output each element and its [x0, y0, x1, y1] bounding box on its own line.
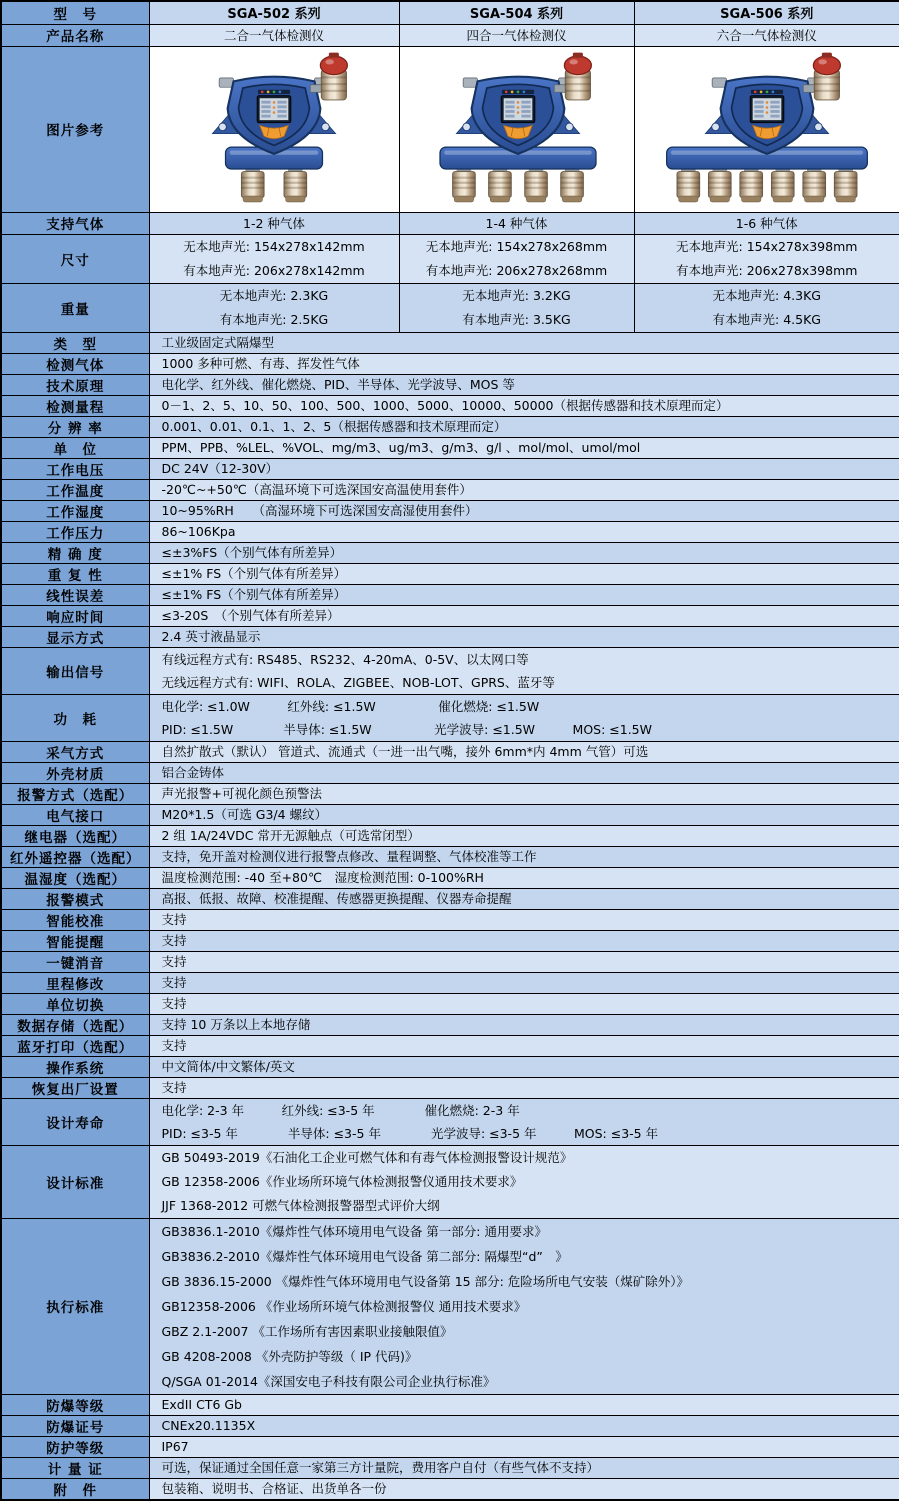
- spec-row-label: 操作系统: [1, 1056, 149, 1077]
- spec-value-line: M20*1.5（可选 G3/4 螺纹）: [162, 805, 899, 825]
- spec-row-value: [149, 374, 899, 395]
- gas-detector-illustration-2-sensors: [156, 119, 392, 138]
- weight-line: 有本地声光: 3.5KG: [402, 308, 632, 332]
- spec-row: [1, 374, 899, 395]
- image-row: [1, 46, 899, 212]
- spec-row: [1, 437, 899, 458]
- spec-row: [1, 416, 899, 437]
- weight-line: 无本地声光: 2.3KG: [152, 284, 397, 308]
- spec-value-line: 电化学、红外线、催化燃烧、PID、半导体、光学波导、MOS 等: [162, 375, 899, 395]
- spec-value-line: -20℃~+50℃（高温环境下可选深国安高温使用套件）: [162, 480, 899, 500]
- spec-row: [1, 1145, 899, 1218]
- spec-value-line: 支持，免开盖对检测仪进行报警点修改、量程调整、气体校准等工作: [162, 847, 899, 867]
- spec-row-label: 防护等级: [1, 1436, 149, 1457]
- spec-row-label: 类 型: [1, 332, 149, 353]
- spec-value-line: 电化学: ≤1.0W 红外线: ≤1.5W 催化燃烧: ≤1.5W: [162, 695, 899, 718]
- spec-row: [1, 605, 899, 626]
- model-sga-506: SGA-506 系列: [634, 1, 899, 24]
- spec-row-label: 附 件: [1, 1478, 149, 1500]
- spec-value-line: PID: ≤3-5 年 半导体: ≤3-5 年 光学波导: ≤3-5 年 MOS: ≤3-5 年: [162, 1122, 899, 1145]
- spec-row-value: [149, 972, 899, 993]
- spec-row: [1, 521, 899, 542]
- spec-value-line: GB3836.1-2010《爆炸性气体环境用电气设备 第一部分: 通用要求》: [162, 1219, 899, 1244]
- spec-row: [1, 1077, 899, 1098]
- spec-row-value: [149, 951, 899, 972]
- spec-row-label: 精 确 度: [1, 542, 149, 563]
- spec-row: [1, 783, 899, 804]
- spec-value-line: 支持: [162, 1036, 899, 1056]
- spec-row-value: [149, 1035, 899, 1056]
- spec-value-line: 铝合金铸体: [162, 763, 899, 783]
- model-sga-504: SGA-504 系列: [399, 1, 634, 24]
- spec-row-value: [149, 1145, 899, 1218]
- spec-value-line: Q/SGA 01-2014《深国安电子科技有限公司企业执行标准》: [162, 1369, 899, 1394]
- spec-row: [1, 694, 899, 741]
- size-line: 无本地声光: 154x278x268mm: [402, 235, 632, 259]
- spec-row-label: 防爆等级: [1, 1394, 149, 1415]
- weight-row: [1, 283, 899, 332]
- spec-row-label: 温湿度（选配）: [1, 867, 149, 888]
- spec-row-label: 单位切换: [1, 993, 149, 1014]
- spec-row-label: 线性误差: [1, 584, 149, 605]
- product-name-502: 二合一气体检测仪: [149, 24, 399, 46]
- spec-row: [1, 1457, 899, 1478]
- spec-value-line: GB 4208-2008 《外壳防护等级（ IP 代码)》: [162, 1344, 899, 1369]
- spec-row-label: 工作压力: [1, 521, 149, 542]
- spec-row-label: 报警模式: [1, 888, 149, 909]
- weight-502: [149, 283, 399, 332]
- spec-value-line: 支持: [162, 910, 899, 930]
- spec-row-value: [149, 930, 899, 951]
- spec-row-label: 里程修改: [1, 972, 149, 993]
- spec-value-line: 包装箱、说明书、合格证、出货单各一份: [162, 1479, 899, 1499]
- spec-row-value: [149, 1056, 899, 1077]
- spec-row-label: 数据存储（选配）: [1, 1014, 149, 1035]
- spec-row: [1, 993, 899, 1014]
- spec-row-value: [149, 332, 899, 353]
- spec-row: [1, 1478, 899, 1500]
- spec-row-label: 工作电压: [1, 458, 149, 479]
- spec-row: [1, 741, 899, 762]
- spec-row-value: [149, 647, 899, 694]
- spec-row-value: [149, 1014, 899, 1035]
- spec-row-label: 设计标准: [1, 1145, 149, 1218]
- spec-value-line: 自然扩散式（默认） 管道式、流通式（一进一出气嘴，接外 6mm*内 4mm 气管）可选: [162, 742, 899, 762]
- spec-row: [1, 353, 899, 374]
- spec-row: [1, 584, 899, 605]
- weight-line: 无本地声光: 3.2KG: [402, 284, 632, 308]
- spec-row-value: [149, 783, 899, 804]
- spec-value-line: GBZ 2.1-2007 《工作场所有害因素职业接触限值》: [162, 1319, 899, 1344]
- spec-row-value: [149, 804, 899, 825]
- spec-row-value: [149, 694, 899, 741]
- size-502: [149, 234, 399, 283]
- spec-row: [1, 500, 899, 521]
- spec-row-label: 显示方式: [1, 626, 149, 647]
- spec-row: [1, 846, 899, 867]
- gases-504: 1-4 种气体: [399, 212, 634, 234]
- supported-gases-row: [1, 212, 899, 234]
- spec-row-label: 分 辨 率: [1, 416, 149, 437]
- spec-row: [1, 332, 899, 353]
- spec-row-label: 工作湿度: [1, 500, 149, 521]
- size-line: 无本地声光: 154x278x398mm: [637, 235, 898, 259]
- spec-row: [1, 395, 899, 416]
- spec-row-value: [149, 479, 899, 500]
- spec-value-line: 86~106Kpa: [162, 522, 899, 542]
- spec-value-line: 支持: [162, 994, 899, 1014]
- spec-row-label: 输出信号: [1, 647, 149, 694]
- product-image-sga-504: [399, 46, 634, 212]
- product-image-sga-506: [634, 46, 899, 212]
- model-row: [1, 1, 899, 24]
- gases-506: 1-6 种气体: [634, 212, 899, 234]
- size-line: 有本地声光: 206x278x268mm: [402, 259, 632, 283]
- spec-value-line: ≤±1% FS（个别气体有所差异）: [162, 585, 899, 605]
- size-line: 无本地声光: 154x278x142mm: [152, 235, 397, 259]
- spec-row: [1, 458, 899, 479]
- spec-row-value: [149, 762, 899, 783]
- spec-row-label: 计 量 证: [1, 1457, 149, 1478]
- spec-value-line: 支持: [162, 973, 899, 993]
- spec-row: [1, 1056, 899, 1077]
- spec-row-label: 防爆证号: [1, 1415, 149, 1436]
- spec-value-line: GB 50493-2019《石油化工企业可燃气体和有毒气体检测报警设计规范》: [162, 1146, 899, 1170]
- spec-row: [1, 1014, 899, 1035]
- spec-row-value: [149, 584, 899, 605]
- spec-row: [1, 1415, 899, 1436]
- spec-row-label: 继电器（选配）: [1, 825, 149, 846]
- spec-value-line: 有线远程方式有: RS485、RS232、4-20mA、0-5V、以太网口等: [162, 648, 899, 671]
- spec-value-line: 高报、低报、故障、校准提醒、传感器更换提醒、仪器寿命提醒: [162, 889, 899, 909]
- spec-value-line: 2 组 1A/24VDC 常开无源触点（可选常闭型）: [162, 826, 899, 846]
- spec-row-value: [149, 1077, 899, 1098]
- spec-row-label: 蓝牙打印（选配）: [1, 1035, 149, 1056]
- spec-row-label: 技术原理: [1, 374, 149, 395]
- spec-value-line: 电化学: 2-3 年 红外线: ≤3-5 年 催化燃烧: 2-3 年: [162, 1099, 899, 1122]
- spec-row-value: [149, 626, 899, 647]
- spec-row-label: 执行标准: [1, 1218, 149, 1394]
- spec-row: [1, 804, 899, 825]
- spec-row: [1, 909, 899, 930]
- size-label: 尺寸: [1, 234, 149, 283]
- spec-value-line: GB 12358-2006《作业场所环境气体检测报警仪通用技术要求》: [162, 1170, 899, 1194]
- supported-gases-label: 支持气体: [1, 212, 149, 234]
- weight-line: 无本地声光: 4.3KG: [637, 284, 898, 308]
- spec-row: [1, 972, 899, 993]
- spec-row-label: 重 复 性: [1, 563, 149, 584]
- spec-row: [1, 647, 899, 694]
- spec-row: [1, 1394, 899, 1415]
- spec-row-label: 采气方式: [1, 741, 149, 762]
- spec-row-value: [149, 605, 899, 626]
- model-sga-502: SGA-502 系列: [149, 1, 399, 24]
- spec-row-label: 红外遥控器（选配）: [1, 846, 149, 867]
- spec-row: [1, 930, 899, 951]
- spec-row-label: 检测气体: [1, 353, 149, 374]
- spec-row-value: [149, 500, 899, 521]
- product-name-label: 产品名称: [1, 24, 149, 46]
- spec-value-line: CNEx20.1135X: [162, 1416, 899, 1436]
- spec-row-value: [149, 353, 899, 374]
- spec-row-value: [149, 1415, 899, 1436]
- product-name-row: [1, 24, 899, 46]
- spec-row-value: [149, 563, 899, 584]
- spec-value-line: GB 3836.15-2000 《爆炸性气体环境用电气设备第 15 部分: 危险场所电气安装（煤矿除外）》: [162, 1269, 899, 1294]
- model-label: 型 号: [1, 1, 149, 24]
- spec-value-line: 工业级固定式隔爆型: [162, 333, 899, 353]
- spec-value-line: ≤3-20S （个别气体有所差异）: [162, 606, 899, 626]
- spec-value-line: ≤±3%FS（个别气体有所差异）: [162, 543, 899, 563]
- spec-row: [1, 563, 899, 584]
- spec-row-value: [149, 458, 899, 479]
- weight-line: 有本地声光: 2.5KG: [152, 308, 397, 332]
- spec-value-line: 0－1、2、5、10、50、100、500、1000、5000、10000、50000（根据传感器和技术原理而定）: [162, 396, 899, 416]
- spec-row: [1, 951, 899, 972]
- gases-502: 1-2 种气体: [149, 212, 399, 234]
- spec-value-line: 声光报警+可视化颜色预警法: [162, 784, 899, 804]
- spec-row-label: 工作温度: [1, 479, 149, 500]
- spec-row: [1, 542, 899, 563]
- spec-row-label: 响应时间: [1, 605, 149, 626]
- spec-row-label: 检测量程: [1, 395, 149, 416]
- spec-row: [1, 1218, 899, 1394]
- size-row: [1, 234, 899, 283]
- spec-value-line: ≤±1% FS（个别气体有所差异）: [162, 564, 899, 584]
- spec-value-line: 10~95%RH （高湿环境下可选深国安高湿使用套件）: [162, 501, 899, 521]
- size-line: 有本地声光: 206x278x142mm: [152, 259, 397, 283]
- spec-row-value: [149, 542, 899, 563]
- weight-label: 重量: [1, 283, 149, 332]
- spec-row: [1, 762, 899, 783]
- spec-value-line: PPM、PPB、%LEL、%VOL、mg/m3、ug/m3、g/m3、g/l 、mol/mol、umol/mol: [162, 438, 899, 458]
- spec-row: [1, 1035, 899, 1056]
- spec-row-value: [149, 909, 899, 930]
- spec-value-line: 中文简体/中文繁体/英文: [162, 1057, 899, 1077]
- weight-504: [399, 283, 634, 332]
- spec-row-value: [149, 993, 899, 1014]
- spec-row: [1, 888, 899, 909]
- spec-value-line: ExdII CT6 Gb: [162, 1395, 899, 1415]
- spec-row-value: [149, 846, 899, 867]
- spec-row-value: [149, 1218, 899, 1394]
- spec-row-label: 外壳材质: [1, 762, 149, 783]
- spec-row: [1, 825, 899, 846]
- spec-row-value: [149, 1457, 899, 1478]
- spec-row: [1, 867, 899, 888]
- spec-row-value: [149, 521, 899, 542]
- product-name-506: 六合一气体检测仪: [634, 24, 899, 46]
- size-506: [634, 234, 899, 283]
- spec-value-line: 0.001、0.01、0.1、1、2、5（根据传感器和技术原理而定）: [162, 417, 899, 437]
- spec-row-label: 设计寿命: [1, 1098, 149, 1145]
- product-image-sga-502: [149, 46, 399, 212]
- gas-detector-illustration-6-sensors: [649, 119, 885, 138]
- spec-row: [1, 626, 899, 647]
- spec-value-line: 温度检测范围: -40 至+80℃ 湿度检测范围: 0-100%RH: [162, 868, 899, 888]
- spec-value-line: 可选，保证通过全国任意一家第三方计量院，费用客户自付（有些气体不支持）: [162, 1458, 899, 1478]
- weight-line: 有本地声光: 4.5KG: [637, 308, 898, 332]
- spec-row-label: 单 位: [1, 437, 149, 458]
- spec-row-value: [149, 741, 899, 762]
- spec-value-line: 支持: [162, 931, 899, 951]
- spec-row-label: 智能提醒: [1, 930, 149, 951]
- spec-value-line: PID: ≤1.5W 半导体: ≤1.5W 光学波导: ≤1.5W MOS: ≤1.5W: [162, 718, 899, 741]
- spec-row-label: 报警方式（选配）: [1, 783, 149, 804]
- spec-row-value: [149, 1478, 899, 1500]
- spec-row-value: [149, 437, 899, 458]
- spec-value-line: GB12358-2006 《作业场所环境气体检测报警仪 通用技术要求》: [162, 1294, 899, 1319]
- weight-506: [634, 283, 899, 332]
- spec-value-line: 支持: [162, 952, 899, 972]
- size-504: [399, 234, 634, 283]
- product-name-504: 四合一气体检测仪: [399, 24, 634, 46]
- spec-value-line: 2.4 英寸液晶显示: [162, 627, 899, 647]
- spec-row: [1, 1098, 899, 1145]
- spec-value-line: 1000 多种可燃、有毒、挥发性气体: [162, 354, 899, 374]
- spec-row-label: 恢复出厂设置: [1, 1077, 149, 1098]
- spec-row-label: 智能校准: [1, 909, 149, 930]
- spec-row-value: [149, 395, 899, 416]
- spec-value-line: 支持: [162, 1078, 899, 1098]
- gas-detector-illustration-4-sensors: [400, 119, 635, 138]
- spec-row-value: [149, 1394, 899, 1415]
- spec-row-value: [149, 867, 899, 888]
- spec-row: [1, 479, 899, 500]
- spec-row-value: [149, 825, 899, 846]
- image-label: 图片参考: [1, 46, 149, 212]
- spec-row-label: 一键消音: [1, 951, 149, 972]
- spec-value-line: JJF 1368-2012 可燃气体检测报警器型式评价大纲: [162, 1194, 899, 1218]
- spec-row-value: [149, 1098, 899, 1145]
- spec-value-line: DC 24V（12-30V）: [162, 459, 899, 479]
- spec-row-label: 电气接口: [1, 804, 149, 825]
- spec-row-value: [149, 888, 899, 909]
- size-line: 有本地声光: 206x278x398mm: [637, 259, 898, 283]
- spec-value-line: 支持 10 万条以上本地存储: [162, 1015, 899, 1035]
- spec-value-line: GB3836.2-2010《爆炸性气体环境用电气设备 第二部分: 隔爆型“d” 》: [162, 1244, 899, 1269]
- spec-row-label: 功 耗: [1, 694, 149, 741]
- spec-row-value: [149, 416, 899, 437]
- spec-value-line: 无线远程方式有: WIFI、ROLA、ZIGBEE、NOB-LOT、GPRS、蓝牙等: [162, 671, 899, 694]
- spec-value-line: IP67: [162, 1437, 899, 1457]
